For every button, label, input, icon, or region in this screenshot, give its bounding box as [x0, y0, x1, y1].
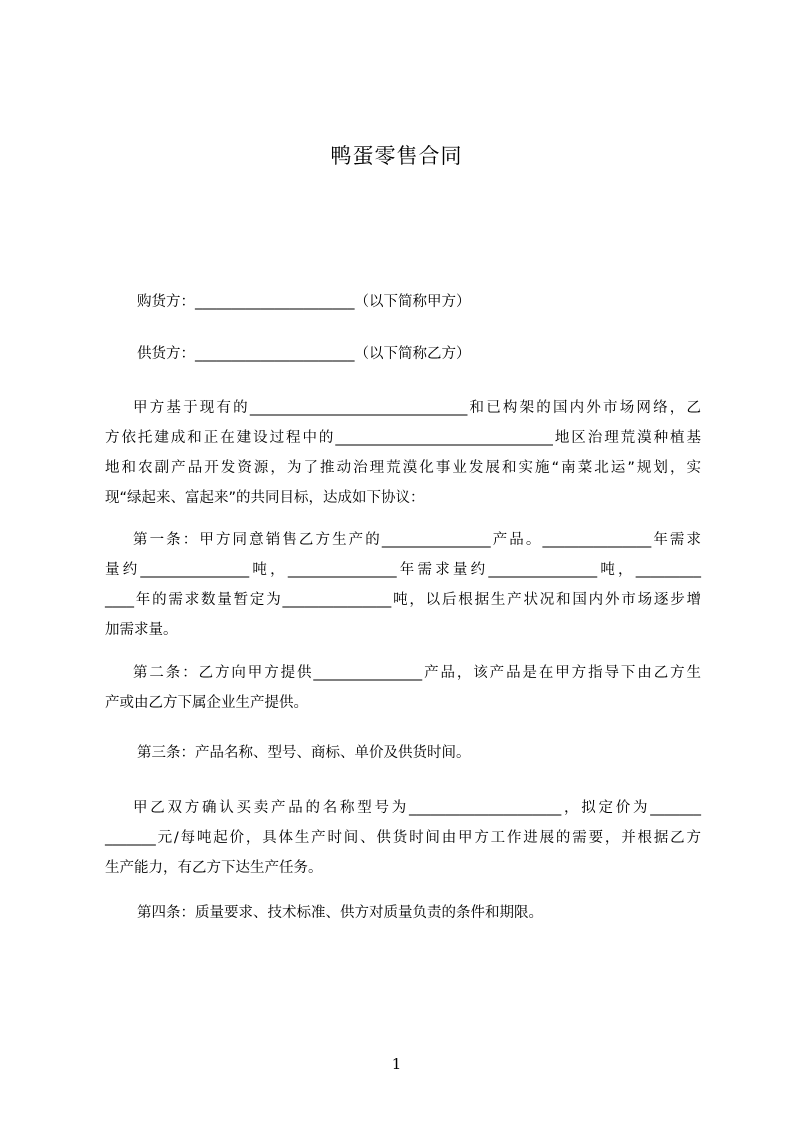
seller-text: 供货方：______________________（以下简称乙方） — [137, 346, 471, 362]
article-3-paragraph — [105, 738, 701, 768]
article-4-text: 第四条：质量要求、技术标准、供方对质量负责的条件和期限。 — [137, 905, 543, 921]
buyer-text: 购货方：______________________（以下简称甲方） — [137, 294, 471, 310]
article-1-line: 加需求量。 — [105, 622, 178, 638]
page-number: 1 — [391, 1055, 402, 1073]
confirm-line: 甲乙双方确认买卖产品的名称型号为_____________________，拟定价为_______ — [133, 800, 701, 816]
article-2-paragraph — [105, 658, 701, 718]
article-1-line: 第一条：甲方同意销售乙方生产的_______________产品。_______________年需求 — [133, 532, 701, 548]
document-title: 鸭蛋零售合同 — [330, 144, 463, 168]
confirm-paragraph — [105, 793, 701, 883]
intro-line: 甲方基于现有的______________________________和已构架的国内外市场网络，乙 — [133, 400, 701, 416]
seller-line — [105, 339, 701, 369]
article-2-line: 第二条：乙方向甲方提供_______________产品，该产品是在甲方指导下由乙方生 — [133, 665, 701, 681]
article-1-paragraph — [105, 525, 701, 645]
article-1-line: ____年的需求数量暂定为_______________吨，以后根据生产状况和国内外市场逐步增 — [105, 592, 701, 608]
article-4-paragraph — [105, 898, 701, 928]
intro-line: 现“绿起来、富起来”的共同目标，达成如下协议： — [105, 490, 425, 506]
confirm-line: _______元/每吨起价，具体生产时间、供货时间由甲方工作进展的需要，并根据乙方 — [105, 830, 701, 846]
intro-paragraph — [105, 393, 701, 513]
article-3-text: 第三条：产品名称、型号、商标、单价及供货时间。 — [137, 745, 471, 761]
intro-line: 地和农副产品开发资源，为了推动治理荒漠化事业发展和实施“南菜北运”规划，实 — [105, 460, 701, 476]
article-2-line: 产或由乙方下属企业生产提供。 — [105, 695, 308, 711]
article-1-line: 量约_______________吨，_______________年需求量约_______________吨，_________ — [105, 562, 701, 578]
intro-line: 方依托建成和正在建设过程中的______________________________地区治理荒漠种植基 — [105, 430, 701, 446]
confirm-line: 生产能力，有乙方下达生产任务。 — [105, 860, 323, 876]
buyer-line — [105, 287, 701, 317]
